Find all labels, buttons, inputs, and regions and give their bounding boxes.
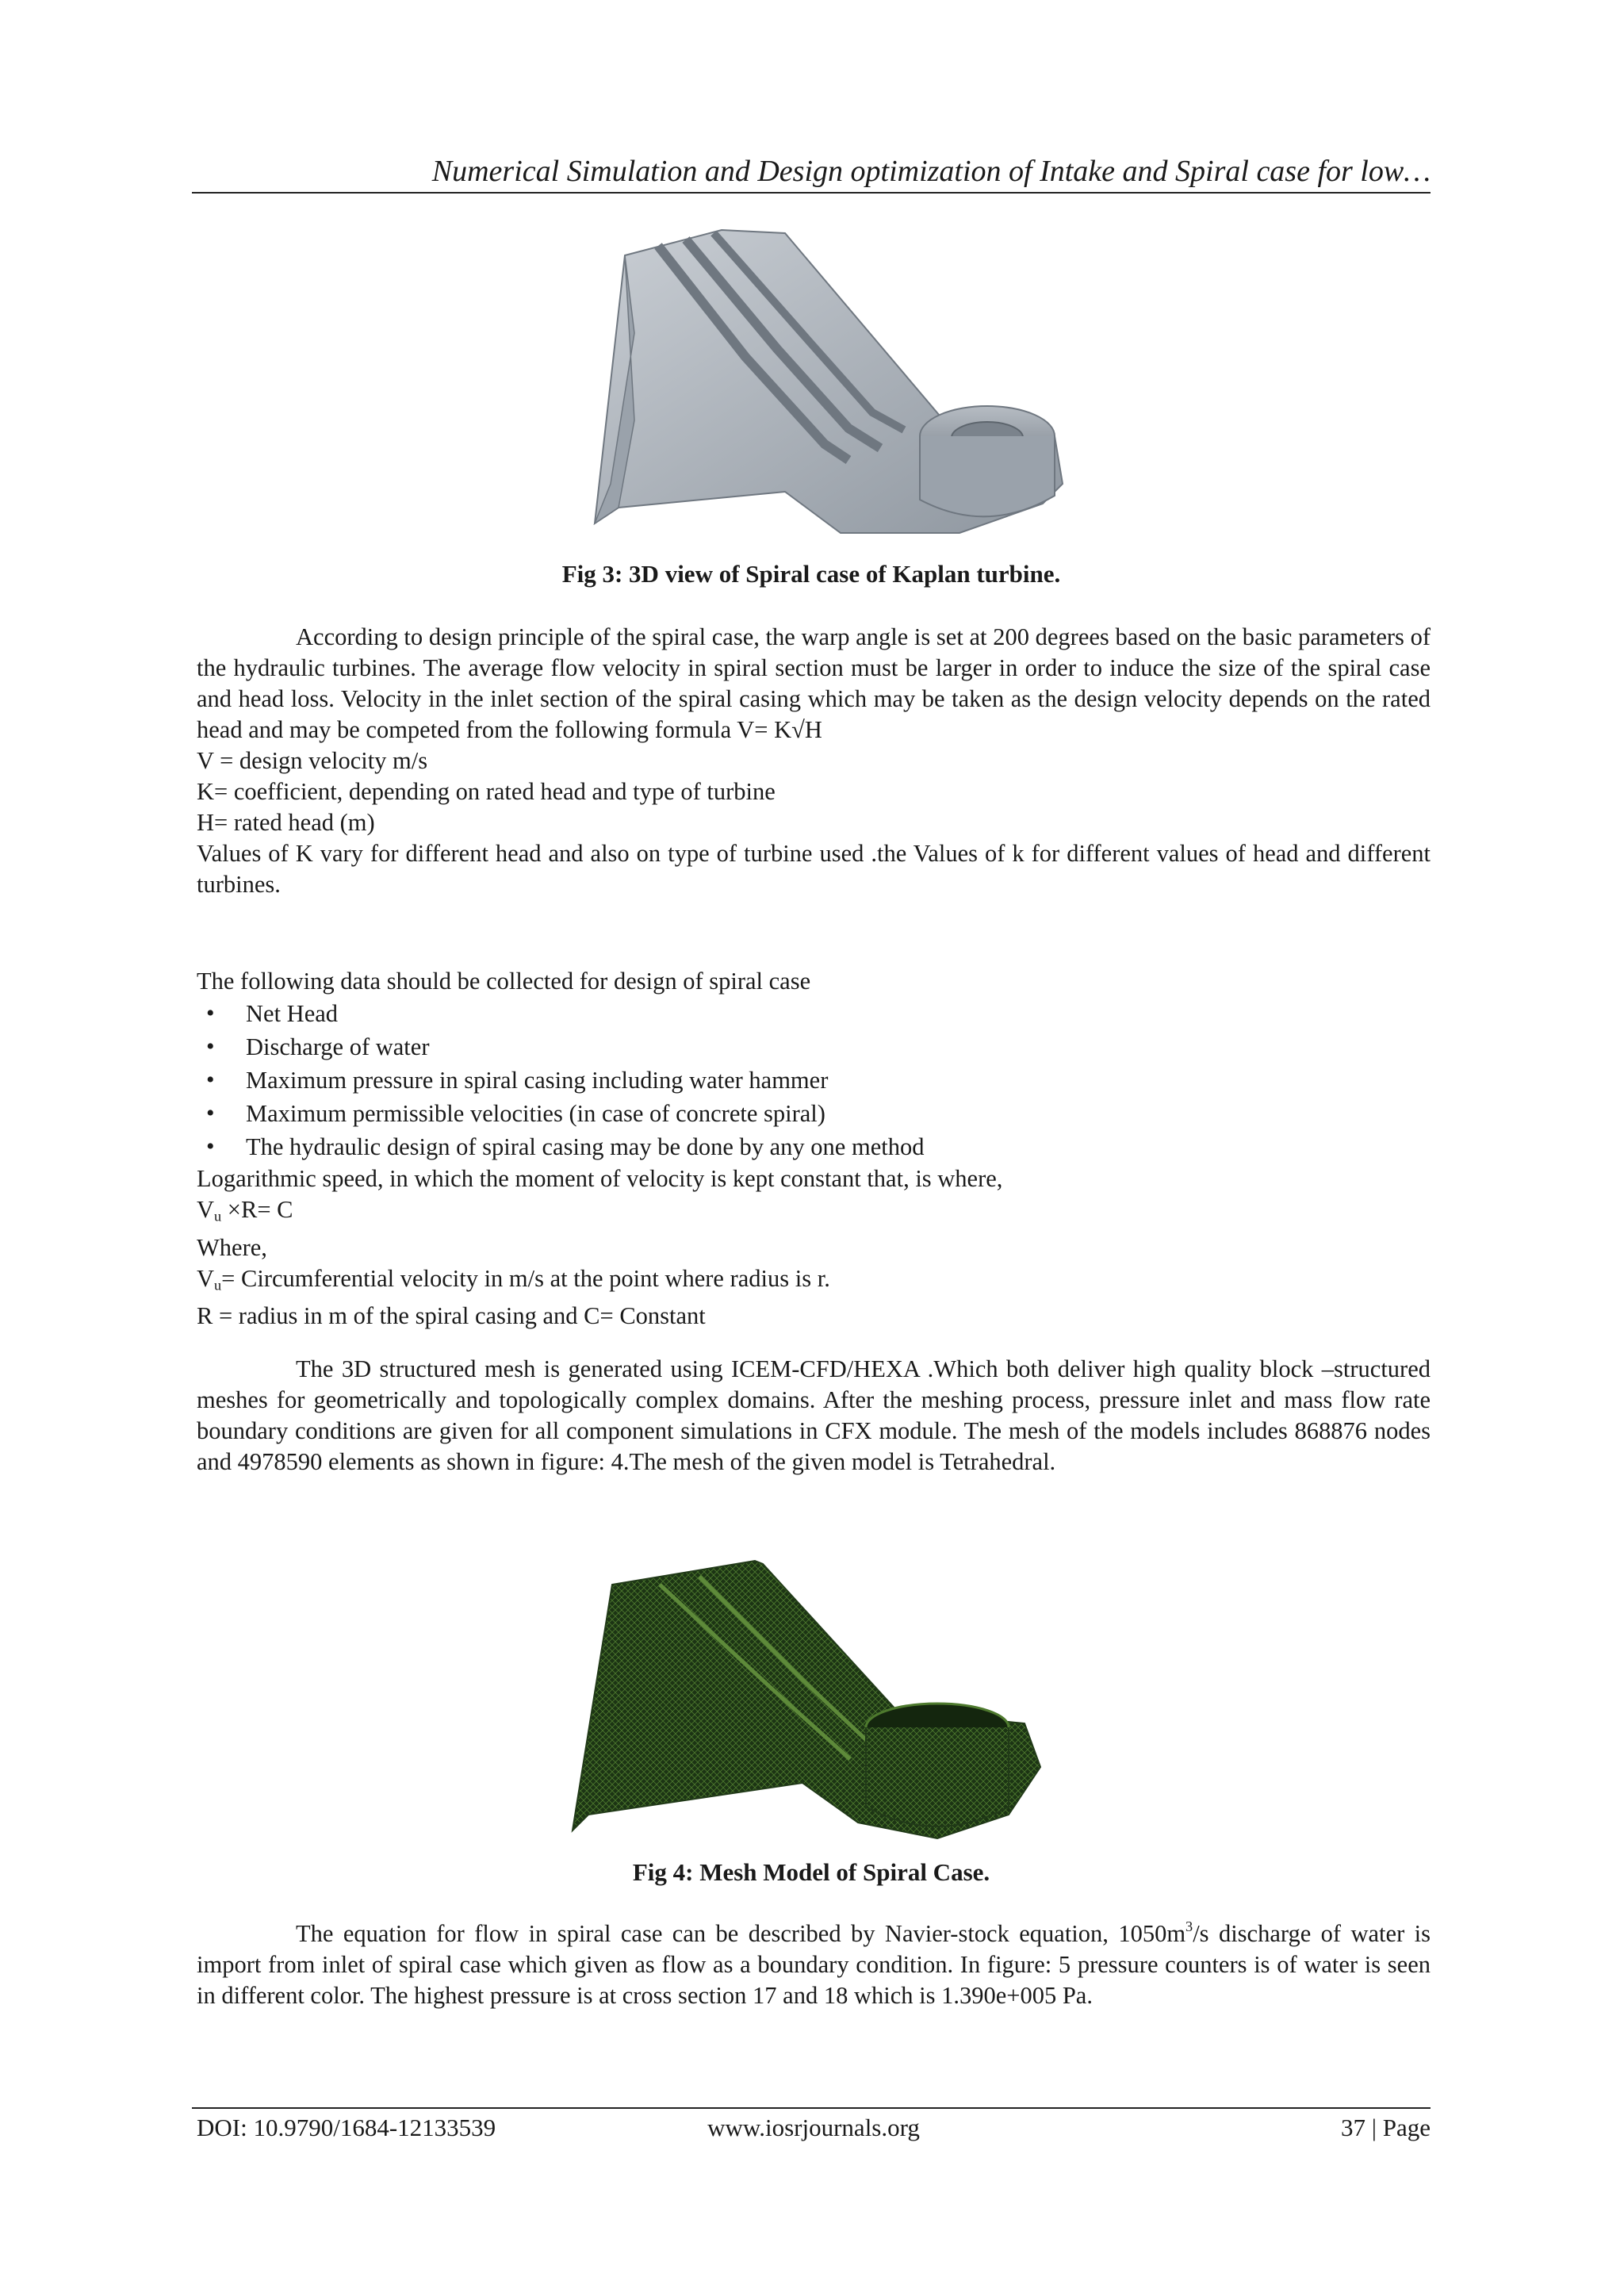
logarithmic-speed-text: Logarithmic speed, in which the moment of velocity is kept constant that, is where, bbox=[197, 1165, 1003, 1192]
paragraph-mesh: The 3D structured mesh is generated using ICEM-CFD/HEXA .Which both deliver high quality block –structured meshes for geometrically and topologically complex domains. After the meshing process, pressure inlet and mass flow rate boundary conditions are given for all component simulations in CFX module. The mesh of the models includes 868876 nodes and 4978590 elements as shown in figure: 4.The mesh of the given model is Tetrahedral. bbox=[197, 1355, 1431, 1475]
definition-k: K= coefficient, depending on rated head and type of turbine bbox=[197, 778, 776, 805]
definition-vu: $V_u=$ Circumferential velocity in m/s at the point where radius is r. bbox=[197, 1264, 830, 1294]
definition-r: R = radius in m of the spiral casing and C= Constant bbox=[197, 1302, 706, 1330]
list-item: • Discharge of water bbox=[197, 1030, 1431, 1064]
list-item: • Net Head bbox=[197, 997, 1431, 1030]
running-header: Numerical Simulation and Design optimization of Intake and Spiral case for low… bbox=[431, 155, 1431, 188]
figure-4-mesh-model bbox=[565, 1553, 1056, 1854]
list-item: • Maximum pressure in spiral casing including water hammer bbox=[197, 1064, 1431, 1097]
equation-vu-r-c: $V_u \times R= C$ bbox=[197, 1196, 293, 1225]
body-text-block-4 bbox=[197, 1918, 1431, 2011]
footer-rule bbox=[192, 2107, 1431, 2109]
footer-doi: DOI: 10.9790/1684-12133539 bbox=[197, 2114, 496, 2141]
list-item: • The hydraulic design of spiral casing may be done by any one method bbox=[197, 1130, 1431, 1163]
data-list bbox=[197, 997, 1431, 1163]
figure-4-caption: Fig 4: Mesh Model of Spiral Case. bbox=[632, 1858, 990, 1886]
body-text-block-3 bbox=[197, 1354, 1431, 1478]
data-intro: The following data should be collected for design of spiral case bbox=[197, 968, 811, 995]
paragraph-design-principle: According to design principle of the spiral case, the warp angle is set at 200 degrees based on the basic parameters of the hydraulic turbines. The average flow velocity in spiral section must be larger in order to induce the size of the spiral case and head loss. Velocity in the inlet section of the spiral casing which may be taken as the design velocity depends on the rated head and may be competed from the following formula V= K√H bbox=[197, 623, 1431, 743]
footer-page-number: 37 | Page bbox=[1341, 2114, 1431, 2141]
header-rule bbox=[192, 192, 1431, 194]
mesh-model-illustration bbox=[565, 1553, 1056, 1854]
list-item: • Maximum permissible velocities (in case of concrete spiral) bbox=[197, 1097, 1431, 1130]
figure-3-spiral-case-render bbox=[587, 222, 1078, 539]
paragraph-k-values: Values of K vary for different head and also on type of turbine used .the Values of k for different values of head and different turbines. bbox=[197, 840, 1431, 898]
figure-3-caption: Fig 3: 3D view of Spiral case of Kaplan turbine. bbox=[561, 560, 1061, 588]
body-text-block-1 bbox=[197, 622, 1431, 900]
body-text-block-2 bbox=[197, 966, 1431, 1332]
definition-v: V = design velocity m/s bbox=[197, 747, 428, 774]
definition-h: H= rated head (m) bbox=[197, 809, 375, 836]
footer-website-link[interactable]: www.iosrjournals.org bbox=[707, 2114, 920, 2141]
where-label: Where, bbox=[197, 1233, 267, 1261]
paragraph-navier-stokes: The equation for flow in spiral case can be described by Navier-stock equation, $1050m^3/s$ discharge of water is import from inlet of spiral case which given as flow as a boundary condition. In figure: 5 pressure counters is of water is seen in different color. The highest pressure is at cross section 17 and 18 which is 1.390e+005 Pa. bbox=[197, 1918, 1431, 2009]
spiral-case-3d-illustration bbox=[587, 222, 1078, 539]
